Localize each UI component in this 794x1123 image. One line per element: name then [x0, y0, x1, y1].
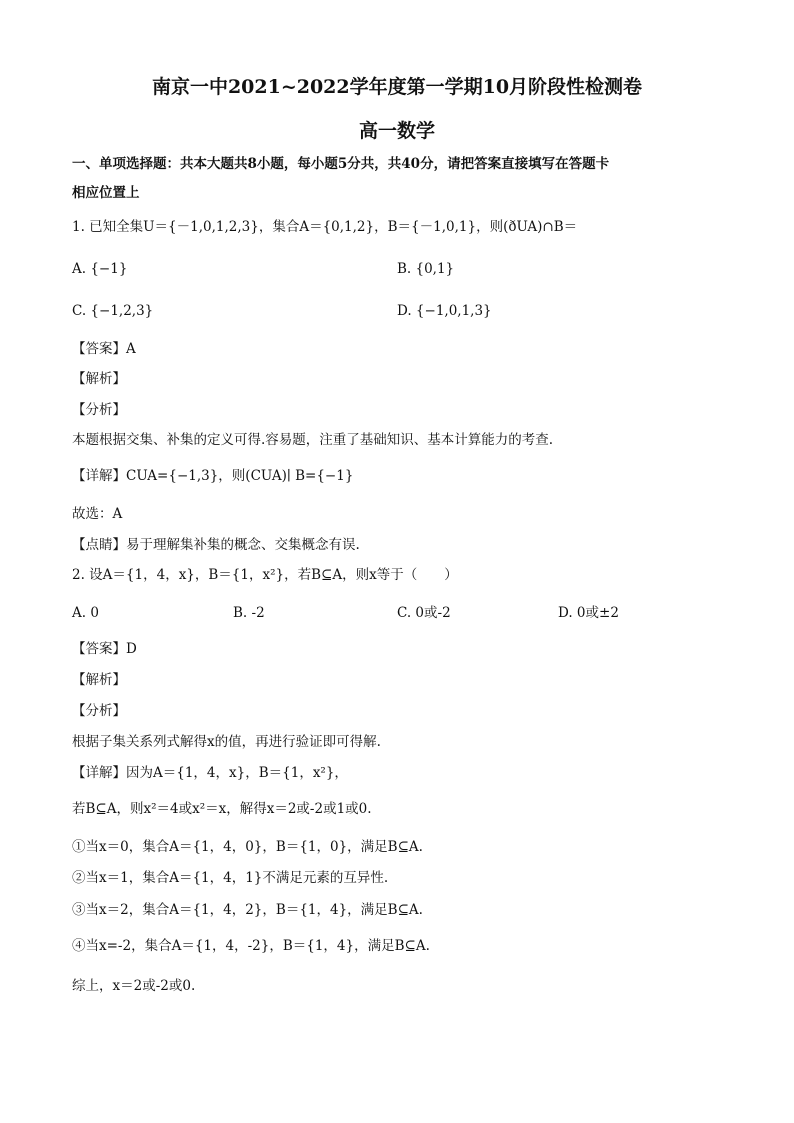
page-title: 南京一中2021~2022学年度第一学期10月阶段性检测卷	[151, 76, 643, 98]
q1-answer: 【答案】A	[72, 341, 136, 357]
q1-jiexi: 【解析】	[72, 371, 126, 387]
section-heading-cont: 相应位置上	[72, 185, 140, 201]
q1-option-b: B. {0,1}	[397, 261, 455, 277]
q1-option-d: D. {−1,0,1,3}	[397, 303, 492, 319]
q1-fenxi: 【分析】	[72, 402, 126, 418]
q1-option-c: C. {−1,2,3}	[72, 303, 154, 319]
q2-answer: 【答案】D	[72, 641, 137, 657]
q2-jiexi: 【解析】	[72, 672, 126, 688]
section-heading: 一、单项选择题：共本大题共8小题，每小题5分共，共40分，请把答案直接填写在答题卡	[72, 156, 610, 172]
q2-stem: 2. 设A＝{1，4，x}，B＝{1，x²}，若B⊆A，则x等于（ ）	[72, 567, 458, 583]
q2-option-b: B. -2	[233, 605, 265, 621]
q2-line2: 若B⊆A，则x²＝4或x²＝x，解得x＝2或-2或1或0.	[72, 801, 372, 817]
q2-fenxi-text: 根据子集关系列式解得x的值，再进行验证即可得解.	[72, 734, 381, 750]
q2-conclusion: 综上，x＝2或-2或0.	[72, 978, 196, 994]
q2-fenxi: 【分析】	[72, 703, 126, 719]
q1-detail: 【详解】CUA={−1,3}，则(CUA)∣ B={−1}	[72, 468, 354, 484]
page-subtitle: 高一数学	[358, 120, 435, 142]
q2-case2: ②当x＝1，集合A＝{1，4，1}不满足元素的互异性.	[72, 870, 389, 886]
q1-choose: 故选：A	[72, 506, 123, 522]
q1-dianjing: 【点睛】易于理解集补集的概念、交集概念有误.	[72, 537, 360, 553]
q1-option-a: A. {−1}	[72, 261, 128, 277]
q2-option-a: A. 0	[72, 605, 99, 621]
q1-stem: 1. 已知全集U＝{－1,0,1,2,3}，集合A＝{0,1,2}，B＝{－1,0,1}，则(ðUA)∩B＝	[72, 219, 578, 235]
q2-case4: ④当x=-2，集合A＝{1，4，-2}，B＝{1，4}，满足B⊆A.	[72, 938, 430, 954]
q2-case1: ①当x＝0，集合A＝{1，4，0}，B＝{1，0}，满足B⊆A.	[72, 839, 423, 855]
q2-detail: 【详解】因为A＝{1，4，x}，B＝{1，x²}，	[72, 765, 348, 781]
q2-option-d: D. 0或±2	[558, 605, 619, 621]
q2-case3: ③当x＝2，集合A＝{1，4，2}，B＝{1，4}，满足B⊆A.	[72, 902, 423, 918]
q1-fenxi-text: 本题根据交集、补集的定义可得.容易题，注重了基础知识、基本计算能力的考查.	[72, 432, 554, 448]
q2-option-c: C. 0或-2	[397, 605, 451, 621]
